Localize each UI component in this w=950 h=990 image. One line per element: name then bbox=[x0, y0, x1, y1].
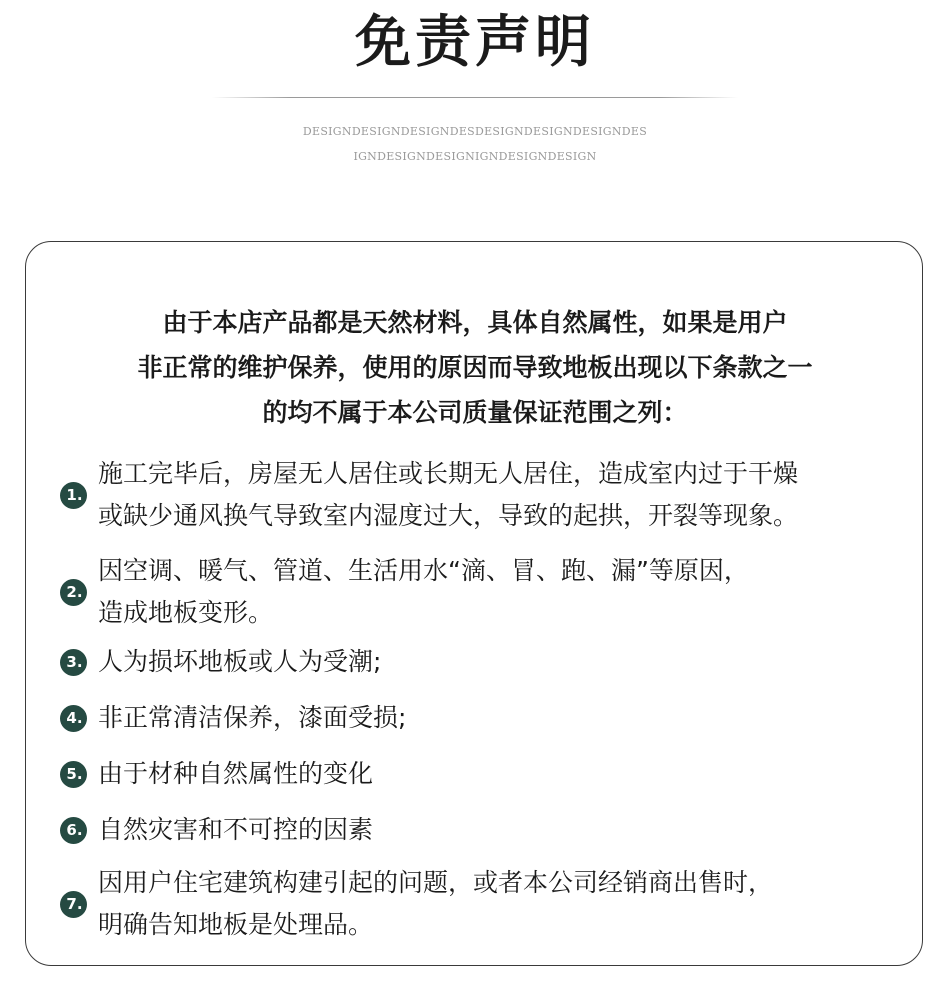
number-badge: 2. bbox=[60, 579, 87, 606]
clause-text: 施工完毕后，房屋无人居住或长期无人居住，造成室内过于干燥 或缺少通风换气导致室内湿度过大，导致的起拱，开裂等现象。 bbox=[98, 459, 799, 530]
design-watermark-line-1: DESIGNDESIGNDESIGNDESDESIGNDESIGNDESIGNDES bbox=[302, 125, 648, 138]
number-badge: 4. bbox=[60, 705, 87, 732]
clause-text: 因用户住宅建筑构建引起的问题，或者本公司经销商出售时， 明确告知地板是处理品。 bbox=[98, 868, 774, 939]
number-badge: 3. bbox=[60, 649, 87, 676]
clause-text: 自然灾害和不可控的因素 bbox=[98, 815, 374, 844]
number-badge: 1. bbox=[60, 482, 87, 509]
clause-item-2 bbox=[60, 550, 930, 634]
clause-text: 由于材种自然属性的变化 bbox=[98, 759, 374, 788]
clause-text: 非正常清洁保养，漆面受损; bbox=[98, 703, 407, 732]
clause-item-5 bbox=[60, 753, 930, 795]
clause-item-3 bbox=[60, 641, 930, 683]
clause-text: 因空调、暖气、管道、生活用水“滴、冒、跑、漏”等原因， 造成地板变形。 bbox=[98, 556, 749, 627]
page-title: 免责声明 bbox=[355, 9, 595, 75]
intro-line: 由于本店产品都是天然材料，具体自然属性，如果是用户 bbox=[162, 308, 788, 337]
design-watermark-line-2: IGNDESIGNDESIGNIGNDESIGNDESIGN bbox=[353, 150, 597, 163]
clause-item-4 bbox=[60, 697, 930, 739]
clause-item-1 bbox=[60, 453, 930, 537]
clause-text: 人为损坏地板或人为受潮; bbox=[98, 647, 382, 676]
intro-line: 的均不属于本公司质量保证范围之列： bbox=[262, 398, 688, 427]
number-badge: 7. bbox=[60, 891, 87, 918]
title-divider bbox=[212, 97, 738, 98]
clause-item-7 bbox=[60, 862, 930, 946]
clause-item-6 bbox=[60, 809, 930, 851]
number-badge: 5. bbox=[60, 761, 87, 788]
number-badge: 6. bbox=[60, 817, 87, 844]
intro-line: 非正常的维护保养，使用的原因而导致地板出现以下条款之一 bbox=[137, 353, 813, 382]
intro-paragraph bbox=[40, 300, 910, 435]
